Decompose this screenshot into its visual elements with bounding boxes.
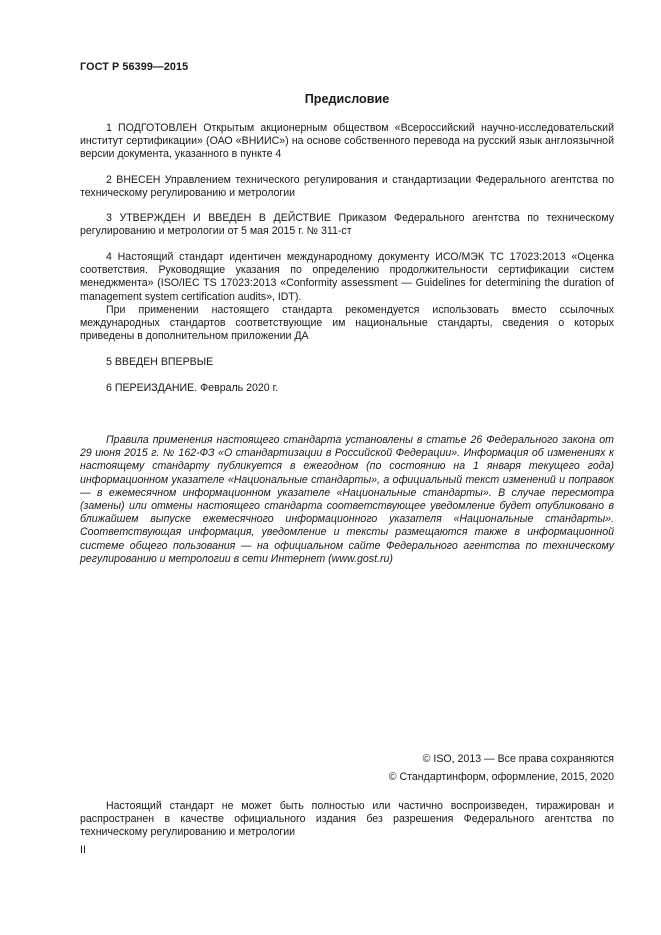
page-title: Предисловие xyxy=(304,92,390,106)
foreword-item-4: 4 Настоящий стандарт идентичен международному документу ИСО/МЭК ТС 17023:2013 «Оценка соответствия. Руководящие указания по определению продолжительности сертификации систем менеджмента» (ISO/IEC TS 17023:2013 «Conformity assessment — Guidelines for determining the duration of management system certification audits», IDT). xyxy=(80,251,614,303)
reproduction-notice: Настоящий стандарт не может быть полностью или частично воспроизведен, тиражирован и распространен в качестве официального издания без разрешения Федерального агентства по техническому регулированию и метрологии xyxy=(80,800,614,839)
foreword-item-3: 3 УТВЕРЖДЕН И ВВЕДЕН В ДЕЙСТВИЕ Приказом Федерального агентства по техническому регулированию и метрологии от 5 мая 2015 г. № 311-ст xyxy=(80,212,614,238)
application-rules-notice: Правила применения настоящего стандарта установлены в статье 26 Федерального закона от 29 июня 2015 г. № 162-ФЗ «О стандартизации в Российской Федерации». Информация об изменениях к настоящему стандарту публикуется в ежегодном (по состоянию на 1 января текущего года) информационном указателе «Национальные стандарты», а официальный текст изменений и поправок — в ежемесячном информационном указателе «Национальные стандарты». В случае пересмотра (замены) или отмены настоящего стандарта соответствующее уведомление будет опубликовано в ближайшем выпуске ежемесячного информационного указателя «Национальные стандарты». Соответствующая информация, уведомление и тексты размещаются также в информационной системе общего пользования — на официальном сайте Федерального агентства по техническому регулированию и метрологии в сети Интернет (www.gost.ru) xyxy=(80,434,614,565)
page-number: II xyxy=(80,844,86,856)
copyright-iso: © ISO, 2013 — Все права сохраняются xyxy=(422,753,614,765)
standard-code: ГОСТ Р 56399—2015 xyxy=(80,61,189,73)
foreword-item-1: 1 ПОДГОТОВЛЕН Открытым акционерным обществом «Всероссийский научно-исследовательский институт сертификации» (ОАО «ВНИИС») на основе собственного перевода на русский язык англоязычной версии документа, указанного в пункте 4 xyxy=(80,122,614,161)
foreword-item-4-note: При применении настоящего стандарта рекомендуется использовать вместо ссылочных международных стандартов соответствующие им национальные стандарты, сведения о которых приведены в дополнительном приложении ДА xyxy=(80,304,614,343)
foreword-item-6: 6 ПЕРЕИЗДАНИЕ. Февраль 2020 г. xyxy=(106,382,279,394)
foreword-item-5: 5 ВВЕДЕН ВПЕРВЫЕ xyxy=(106,356,214,368)
copyright-standartinform: © Стандартинформ, оформление, 2015, 2020 xyxy=(388,771,614,783)
foreword-item-2: 2 ВНЕСЕН Управлением технического регулирования и стандартизации Федерального агентства по техническому регулированию и метрологии xyxy=(80,174,614,200)
